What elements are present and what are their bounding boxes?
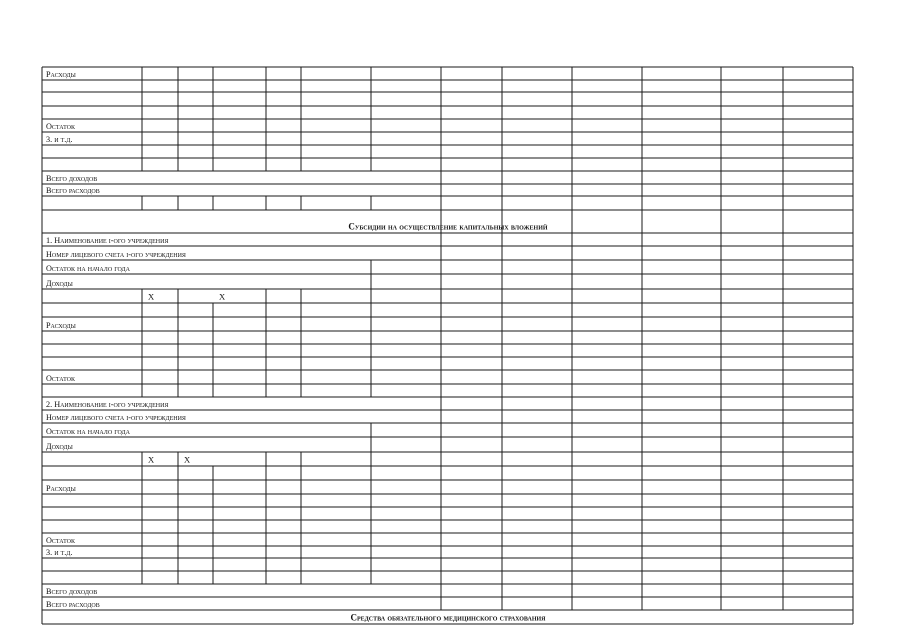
section-header: Средства обязательного медицинского страхования [350, 612, 546, 623]
row-label: Всего расходов [46, 186, 100, 195]
row-label: Всего доходов [46, 174, 98, 183]
row-label: Доходы [46, 279, 73, 288]
row-label: Остаток [46, 122, 76, 131]
not-applicable-mark: X [184, 454, 191, 465]
row-label: Всего доходов [46, 587, 98, 596]
not-applicable-mark: X [219, 291, 226, 302]
row-label: Расходы [46, 484, 76, 493]
row-label: Остаток на начало года [46, 427, 130, 436]
not-applicable-mark: X [148, 454, 155, 465]
table-labels [46, 70, 548, 623]
not-applicable-mark: X [148, 291, 155, 302]
row-label: Остаток [46, 374, 76, 383]
table-grid [42, 67, 853, 624]
row-label: Расходы [46, 321, 76, 330]
row-label: Всего расходов [46, 600, 100, 609]
row-label: 2. Наименование i-ого учреждения [46, 400, 169, 409]
row-label: 1. Наименование i-ого учреждения [46, 236, 169, 245]
section-header: Субсидии на осуществление капитальных вложений [348, 221, 548, 232]
row-label: 3. и т.д. [46, 135, 73, 144]
row-label: Доходы [46, 442, 73, 451]
row-label: Номер лицевого счета i-ого учреждения [46, 413, 186, 422]
row-label: 3. и т.д. [46, 548, 73, 557]
row-label: Номер лицевого счета i-ого учреждения [46, 250, 186, 259]
row-label: Остаток [46, 536, 76, 545]
row-label: Расходы [46, 70, 76, 79]
row-label: Остаток на начало года [46, 264, 130, 273]
